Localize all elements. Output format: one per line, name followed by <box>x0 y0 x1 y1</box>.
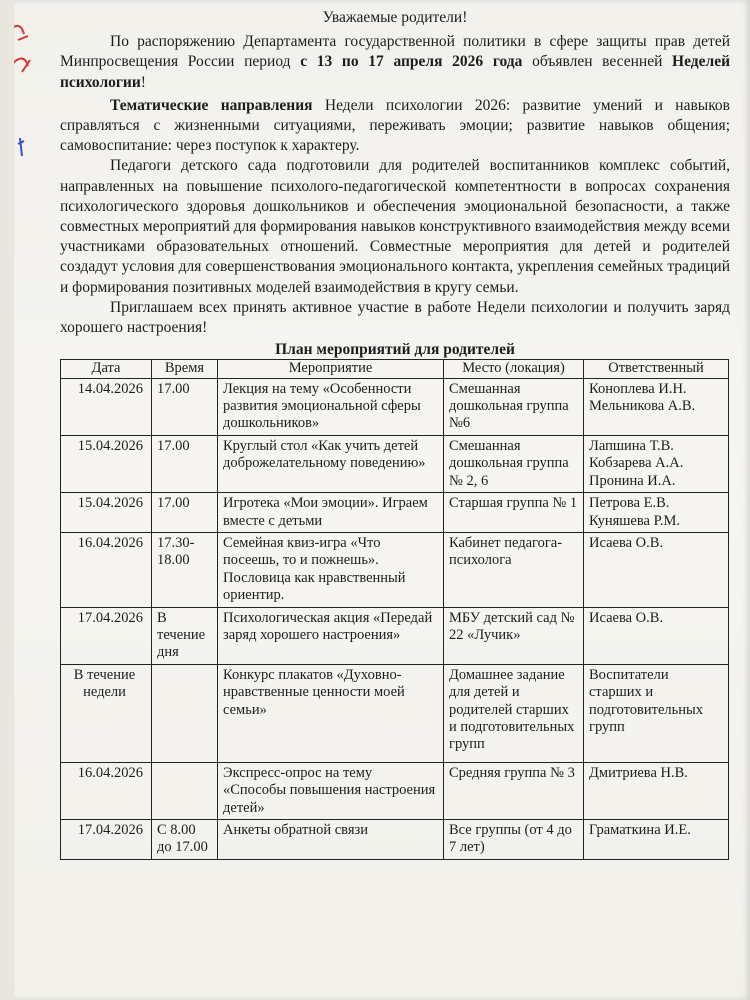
cell-time <box>152 762 218 819</box>
cell-place: Средняя группа № 3 <box>444 762 584 819</box>
cell-place: Кабинет педагога-психолога <box>444 532 584 607</box>
cell-event: Анкеты обратной связи <box>218 819 444 859</box>
cell-time: С 8.00 до 17.00 <box>152 819 218 859</box>
themes-lead: Тематические направления <box>110 96 313 114</box>
table-row <box>61 607 729 664</box>
table-row <box>61 762 729 819</box>
cell-place: Смешанная дошкольная группа № 2, 6 <box>444 435 584 492</box>
plan-title: План мероприятий для родителей <box>275 341 515 359</box>
greeting-heading: Уважаемые родители! <box>322 9 468 26</box>
cell-responsible: Исаева О.В. <box>584 607 729 664</box>
header-place: Место (локация) <box>444 360 584 378</box>
cell-event: Психологическая акция «Передай заряд хорошего настроения» <box>218 607 444 664</box>
cell-responsible: Коноплева И.Н. Мельникова А.В. <box>584 378 729 435</box>
intro-paragraph <box>60 32 730 93</box>
table-row <box>61 532 729 607</box>
cell-event: Круглый стол «Как учить детей доброжелательному поведению» <box>218 435 444 492</box>
cell-date: 14.04.2026 <box>61 378 152 435</box>
cell-time: 17.00 <box>152 435 218 492</box>
cell-time <box>152 664 218 762</box>
cell-place: МБУ детский сад № 22 «Лучик» <box>444 607 584 664</box>
intro-text-c: ! <box>140 73 146 91</box>
teachers-paragraph: Педагоги детского сада подготовили для родителей воспитанников комплекс событий, направленных на повышение психолого-педагогической компетентности в вопросах сохранения психологического здоровья дошкольников и обеспечения эмоциональной безопасности, а также совместных мероприятий для формирования навыков конструктивного взаимодействия между всеми участниками образовательных отношений. Совместные мероприятия для детей и родителей создадут условия для совершенствования эмоционального контакта, укрепления семейных традиций и формирования позитивных моделей взаимодействия в кругу семьи. <box>60 157 730 296</box>
cell-date: 16.04.2026 <box>61 532 152 607</box>
cell-event: Экспресс-опрос на тему «Способы повышения настроения детей» <box>218 762 444 819</box>
table-row <box>61 819 729 859</box>
cell-responsible: Исаева О.В. <box>584 532 729 607</box>
cell-responsible: Воспитатели старших и подготовительных групп <box>584 664 729 762</box>
cell-date: 17.04.2026 <box>61 607 152 664</box>
cell-time: 17.00 <box>152 493 218 533</box>
table-row <box>61 435 729 492</box>
table-row <box>61 664 729 762</box>
table-row <box>61 493 729 533</box>
cell-place: Старшая группа № 1 <box>444 493 584 533</box>
letter-content <box>60 8 730 860</box>
table-row <box>61 378 729 435</box>
cell-date: В течение недели <box>61 664 152 762</box>
themes-paragraph <box>60 96 730 157</box>
events-table <box>60 359 729 860</box>
header-time: Время <box>152 360 218 378</box>
cell-date: 17.04.2026 <box>61 819 152 859</box>
intro-text-b: объявлен весенней <box>522 53 673 71</box>
header-event: Мероприятие <box>218 360 444 378</box>
cell-time: В течение дня <box>152 607 218 664</box>
header-date: Дата <box>61 360 152 378</box>
cell-place: Все группы (от 4 до 7 лет) <box>444 819 584 859</box>
themes-text: Недели психологии 2026: развитие умений и навыков справляться с жизненными ситуациями, переживать эмоции; развитие навыков общения; самовоспитание: через поступок к характеру. <box>60 96 731 155</box>
cell-event: Семейная квиз-игра «Что посеешь, то и пожнешь». Пословица как нравственный ориентир. <box>218 532 444 607</box>
table-body <box>61 378 729 859</box>
margin-pen-marks <box>14 0 54 170</box>
table-header-row <box>61 360 729 378</box>
cell-date: 15.04.2026 <box>61 493 152 533</box>
document-sheet <box>14 0 750 1000</box>
header-responsible: Ответственный <box>584 360 729 378</box>
cell-responsible: Граматкина И.Е. <box>584 819 729 859</box>
cell-responsible: Петрова Е.В. Куняшева Р.М. <box>584 493 729 533</box>
cell-place: Смешанная дошкольная группа №6 <box>444 378 584 435</box>
cell-date: 16.04.2026 <box>61 762 152 819</box>
cell-date: 15.04.2026 <box>61 435 152 492</box>
cell-place: Домашнее задание для детей и родителей старших и подготовительных групп <box>444 664 584 762</box>
cell-responsible: Лапшина Т.В. Кобзарева А.А. Пронина И.А. <box>584 435 729 492</box>
cell-time: 17.00 <box>152 378 218 435</box>
invitation-paragraph: Приглашаем всех принять активное участие в работе Недели психологии и получить заряд хорошего настроения! <box>60 298 730 337</box>
cell-responsible: Дмитриева Н.В. <box>584 762 729 819</box>
cell-event: Лекция на тему «Особенности развития эмоциональной сферы дошкольников» <box>218 378 444 435</box>
cell-event: Конкурс плакатов «Духовно-нравственные ценности моей семьи» <box>218 664 444 762</box>
cell-event: Игротека «Мои эмоции». Играем вместе с детьми <box>218 493 444 533</box>
intro-dates: с 13 по 17 апреля 2026 года <box>300 53 523 71</box>
cell-time: 17.30-18.00 <box>152 532 218 607</box>
intro-week-name: Неделей психологии <box>60 53 731 91</box>
intro-text-a: По распоряжению Департамента государственной политики в сфере защиты прав детей Минпросвещения России период <box>60 33 730 71</box>
